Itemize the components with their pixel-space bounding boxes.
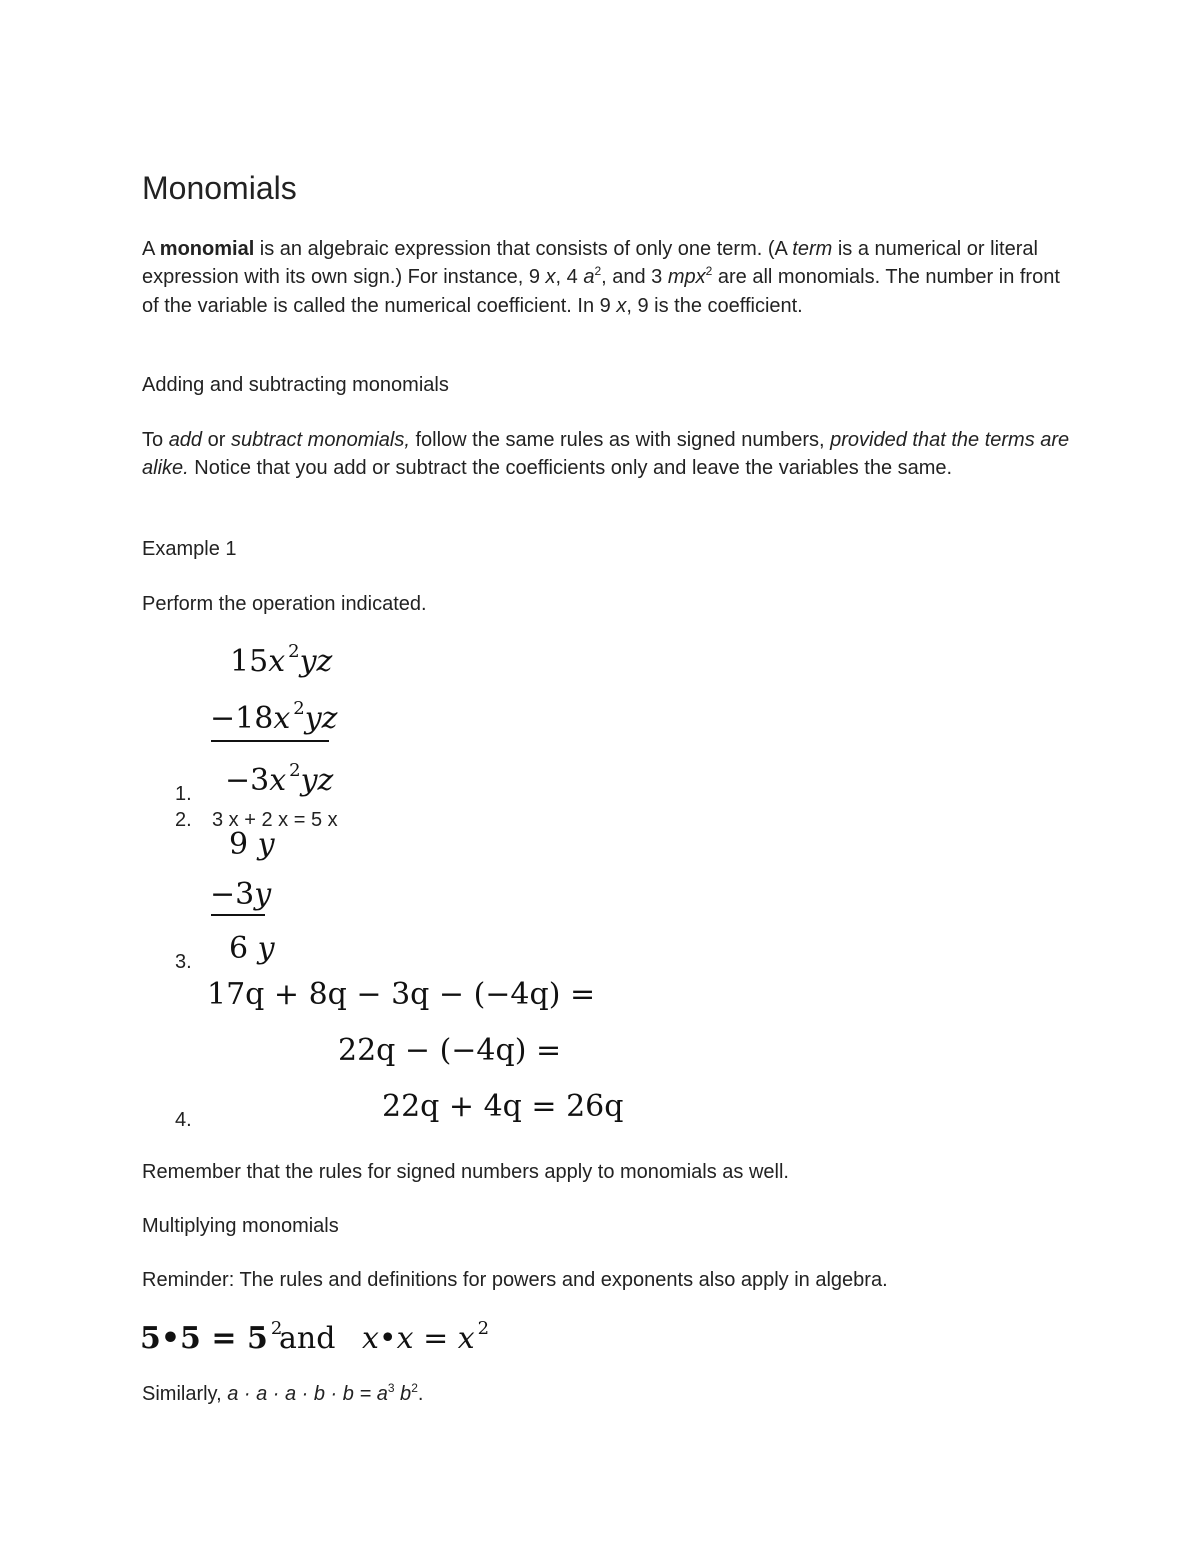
powers-right	[362, 1318, 490, 1360]
intro-bold-monomial: monomial	[159, 238, 255, 260]
powers-left-exp: 2	[270, 1318, 283, 1339]
intro-var-mpx: mpx	[667, 265, 706, 288]
similarly-exp3: 3	[387, 1381, 395, 1395]
math3-top	[229, 828, 275, 862]
remember-text: Remember that the rules for signed numbers apply to monomials as well.	[142, 1161, 789, 1183]
intro-var-a: a	[583, 265, 595, 288]
powers-and: and	[279, 1321, 336, 1356]
math1-result-tail: yz	[300, 763, 334, 798]
similarly-b: b	[394, 1383, 412, 1405]
intro-exp-a: 2	[594, 263, 602, 278]
rule-text-1: To	[142, 429, 169, 451]
page-title: Monomials	[142, 170, 297, 206]
math3-bottom	[210, 878, 271, 912]
math3-result-var: y	[257, 931, 275, 966]
rule-text-2: or	[202, 429, 231, 451]
math3-top-var: y	[257, 827, 275, 862]
reminder-text: Reminder: The rules and definitions for powers and exponents also apply in algebra.	[142, 1269, 888, 1291]
math3-bottom-var: y	[254, 877, 272, 912]
math1-bottom-coef: −18	[210, 701, 274, 736]
rule-italic-provided: provided that the terms are alike.	[142, 429, 1070, 479]
math4-line2: 22q − (−4q) =	[338, 1033, 562, 1068]
intro-exp-mpx: 2	[705, 263, 713, 278]
item-number-2: 2.	[175, 809, 192, 831]
math1-top-var: x	[268, 644, 286, 679]
intro-text-2: is an algebraic expression that consists of only one term. (A	[254, 238, 793, 260]
math4-line3: 22q + 4q = 26q	[382, 1089, 624, 1124]
math4-line1: 17q + 8q − 3q − (−4q) =	[207, 977, 596, 1012]
math1-top-coef: 15	[230, 644, 269, 679]
intro-text-6: are all monomials. The number in front of the variable is called the numerical coefficient. In 9	[142, 265, 1060, 317]
rule-italic-add: add	[168, 429, 203, 451]
rule-text-3: follow the same rules as with signed numbers,	[409, 429, 831, 451]
rule-italic-subtract: subtract monomials,	[230, 429, 410, 451]
powers-left	[140, 1318, 283, 1360]
math3-top-num: 9	[229, 827, 249, 862]
math1-top-exp: 2	[288, 641, 300, 662]
powers-left-expr: 5•5 = 5	[140, 1321, 268, 1356]
math1-bottom-exp: 2	[293, 698, 305, 719]
similarly-expr: a · a · a · b · b = a	[227, 1383, 388, 1405]
section-heading-adding: Adding and subtracting monomials	[142, 374, 449, 396]
math3-result	[229, 932, 275, 966]
intro-text-4: , 4	[555, 265, 584, 288]
item-number-1: 1.	[175, 783, 192, 805]
similarly-lead: Similarly,	[142, 1383, 228, 1405]
math1-result-var: x	[269, 763, 287, 798]
similarly-exp2: 2	[411, 1381, 418, 1395]
powers-right-expr: x•x = x	[362, 1321, 475, 1356]
intro-text-7: , 9 is the coefficient.	[626, 295, 803, 317]
math1-result-exp: 2	[289, 760, 301, 781]
intro-text-5: , and 3	[601, 265, 668, 288]
math1-bottom-tail: yz	[304, 701, 338, 736]
instruction-text: Perform the operation indicated.	[142, 593, 427, 615]
intro-var-x1: x	[545, 265, 556, 288]
intro-text-3: is a numerical or literal expression with its own sign.) For instance, 9	[142, 238, 1038, 288]
math3-sum-rule	[211, 914, 265, 916]
item-number-4: 4.	[175, 1109, 192, 1131]
intro-text-1: A	[142, 238, 160, 260]
math1-result-coef: −3	[225, 763, 270, 798]
math1-top-line	[230, 641, 333, 683]
section-heading-multiplying: Multiplying monomials	[142, 1215, 339, 1237]
math1-top-tail: yz	[299, 644, 333, 679]
item-number-3: 3.	[175, 951, 192, 973]
similarly-end: .	[417, 1383, 424, 1405]
example-heading: Example 1	[142, 538, 237, 560]
item2-text: 3 x + 2 x = 5 x	[212, 809, 338, 831]
math1-sum-rule	[211, 740, 329, 742]
intro-paragraph	[142, 236, 1072, 321]
rule-text-4: Notice that you add or subtract the coefficients only and leave the variables the same.	[188, 456, 953, 479]
math1-bottom-var: x	[273, 701, 291, 736]
math3-bottom-num: −3	[210, 877, 255, 912]
rule-paragraph	[142, 427, 1072, 482]
math1-result-line	[225, 760, 334, 802]
math1-bottom-line	[210, 698, 338, 740]
intro-italic-term: term	[792, 238, 833, 260]
powers-right-exp: 2	[477, 1318, 490, 1339]
similarly-text	[142, 1381, 1072, 1411]
math3-result-num: 6	[229, 931, 249, 966]
intro-var-x2: x	[616, 295, 627, 317]
